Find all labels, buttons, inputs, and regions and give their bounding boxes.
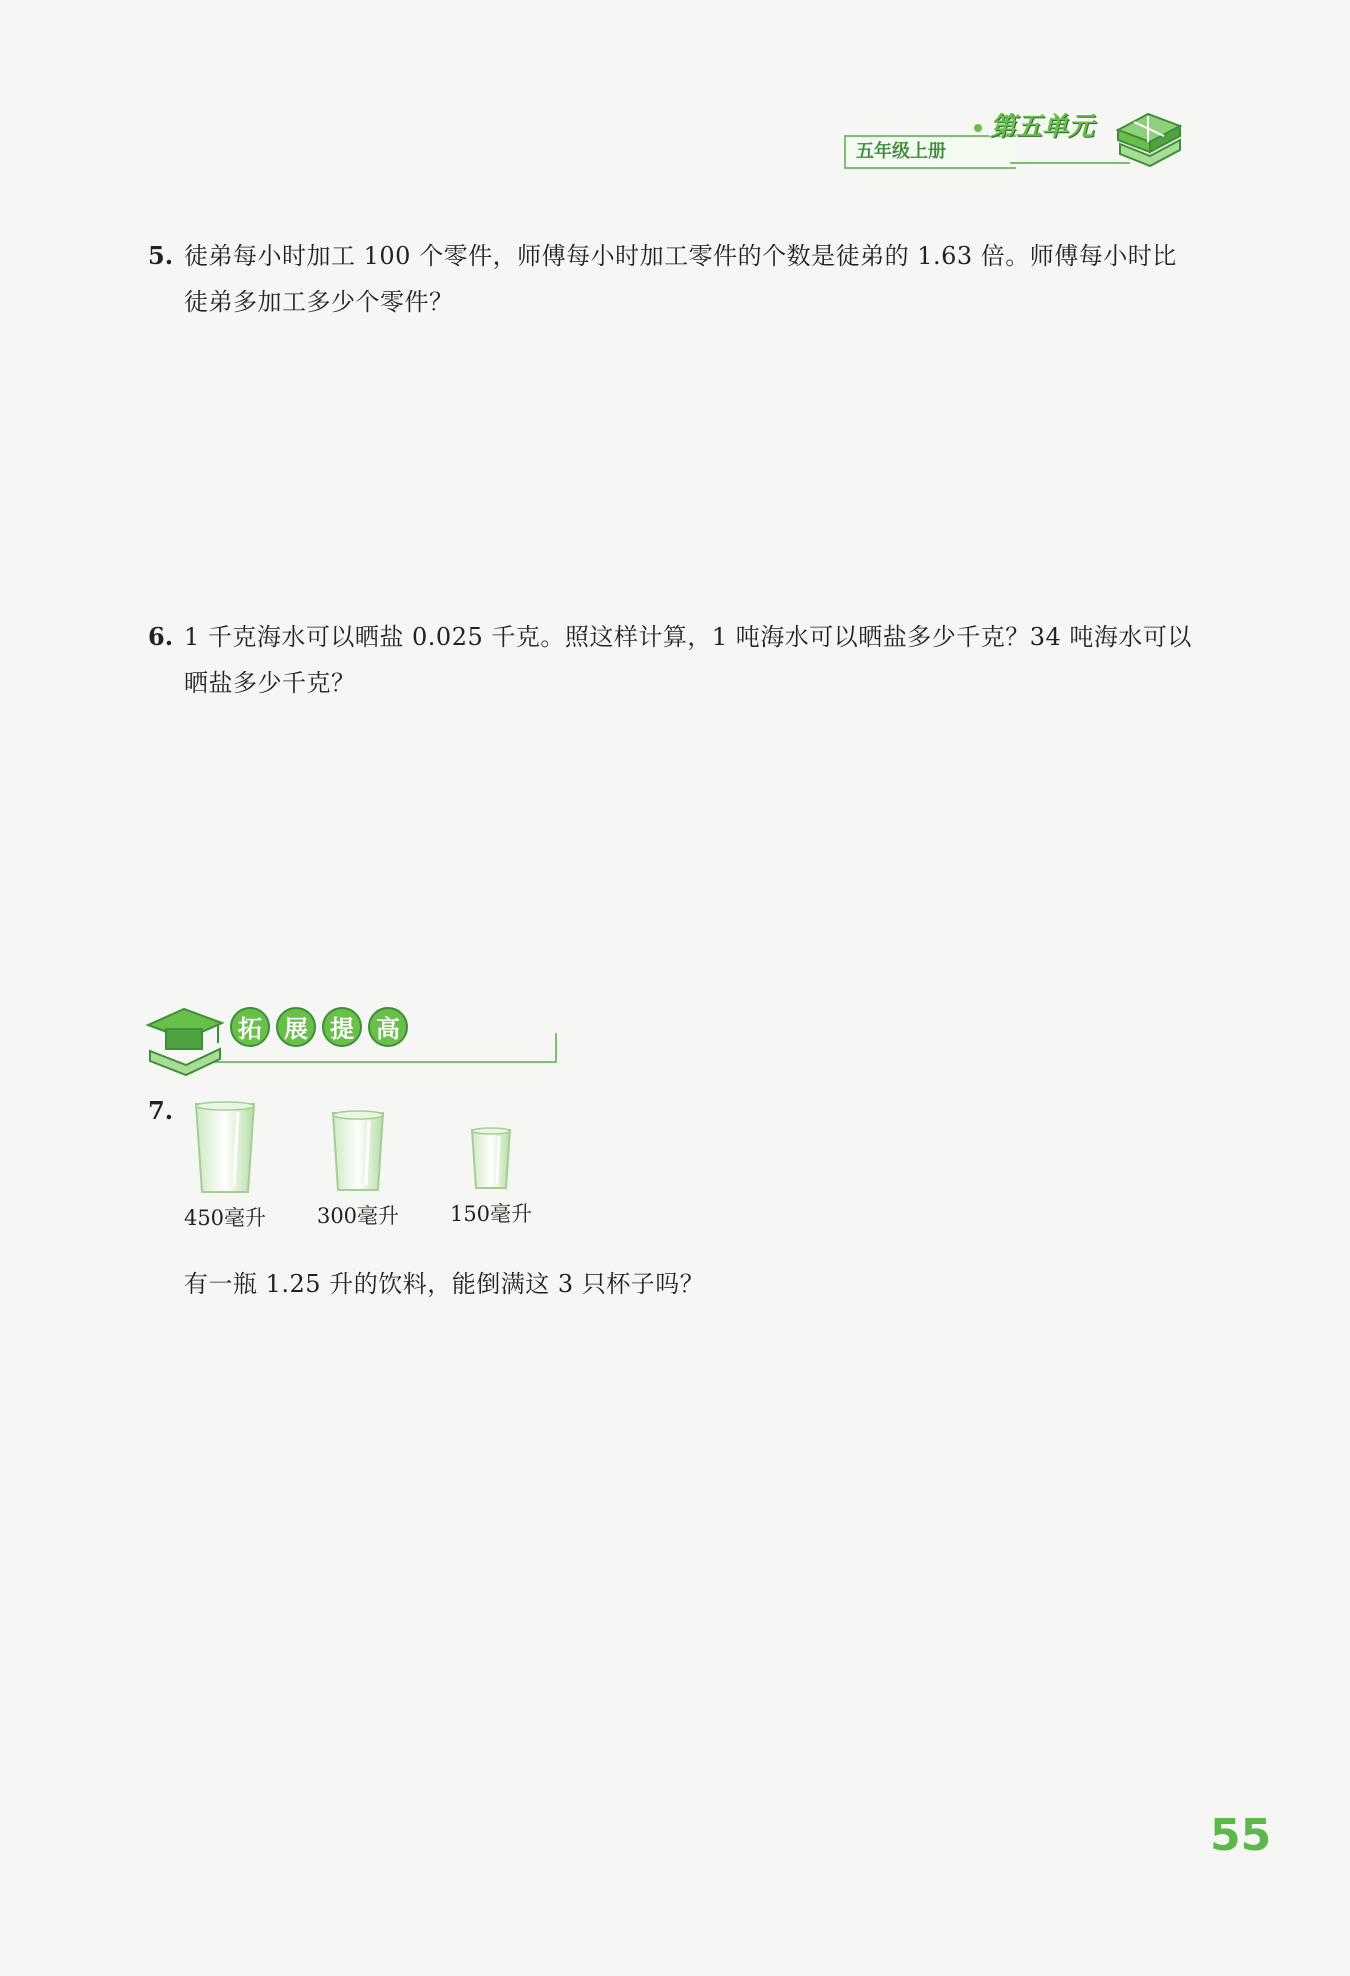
question-number: 6. [148,622,174,651]
unit-title: 第五单元 [990,112,1095,142]
cup-capacity: 150毫升 [449,1202,533,1226]
section-char: 提 [322,1007,362,1047]
section-banner [140,995,430,1080]
tall-cup-icon [190,1100,260,1196]
cup-capacity: 300毫升 [316,1204,400,1228]
cup-300 [313,1109,403,1230]
graduation-books-icon [140,995,230,1080]
question-7-text: 有一瓶 1.25 升的饮料，能倒满这 3 只杯子吗？ [184,1270,705,1298]
book-stack-icon [1108,100,1188,180]
question-number: 7. [148,1096,174,1125]
question-text: 1 千克海水可以晒盐 0.025 千克。照这样计算，1 吨海水可以晒盐多少千克？34 吨海水可以晒盐多少千克？ [184,623,1192,697]
question-text: 徒弟每小时加工 100 个零件，师傅每小时加工零件的个数是徒弟的 1.63 倍。师傅每小时比徒弟多加工多少个零件？ [184,242,1177,316]
section-char: 高 [368,1007,408,1047]
cup-450 [180,1100,270,1232]
page-number: 55 [1210,1810,1272,1861]
unit-header [840,100,1180,180]
header-dot [974,124,982,132]
section-char: 拓 [230,1007,270,1047]
cups-figure [180,1100,580,1240]
cup-capacity: 450毫升 [183,1206,267,1230]
small-cup-icon [468,1126,514,1192]
medium-cup-icon [328,1109,388,1194]
cup-150 [446,1126,536,1228]
section-char: 展 [276,1007,316,1047]
section-title [230,1007,408,1047]
grade-label: 五年级上册 [844,135,1016,169]
question-number: 5. [148,241,174,270]
